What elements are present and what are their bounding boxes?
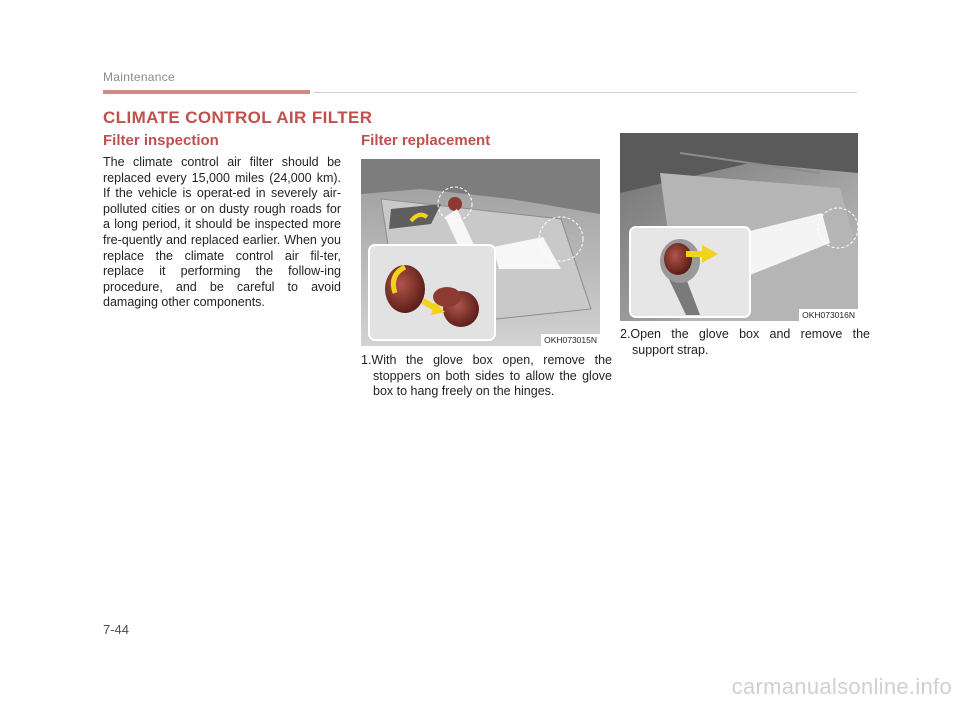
figure-code: OKH073015N — [541, 334, 600, 346]
section-label: Maintenance — [103, 70, 176, 84]
page-title: CLIMATE CONTROL AIR FILTER — [103, 108, 373, 127]
step-2-text: 2.Open the glove box and remove the support strap. — [620, 327, 870, 357]
header-rule — [314, 92, 857, 93]
support-strap-illustration — [620, 133, 858, 321]
figure-code: OKH073016N — [799, 309, 858, 321]
page-number: 7-44 — [103, 622, 130, 637]
step-1-text: 1.With the glove box open, remove the stoppers on both sides to allow the glove box to hang freely on the hinges. — [361, 353, 612, 399]
glove-box-stopper-figure — [361, 159, 600, 346]
filter-replacement-heading: Filter replacement — [361, 132, 491, 149]
support-strap-figure — [620, 133, 858, 321]
filter-inspection-heading: Filter inspection — [103, 132, 219, 149]
filter-inspection-text: The climate control air filter should be replaced every 15,000 miles (24,000 km). If the vehicle is operat-ed in severely air-polluted cities or on dusty rough roads for a long period, it should be inspected more fre-quently and replaced earlier. When you replace the climate control air fil-ter, replace it performing the follow-ing procedure, and be careful to avoid damaging other components. — [103, 155, 341, 310]
header-accent-rule — [103, 90, 310, 94]
watermark: carmanualsonline.info — [731, 674, 952, 699]
glove-box-stopper-illustration — [361, 159, 600, 346]
